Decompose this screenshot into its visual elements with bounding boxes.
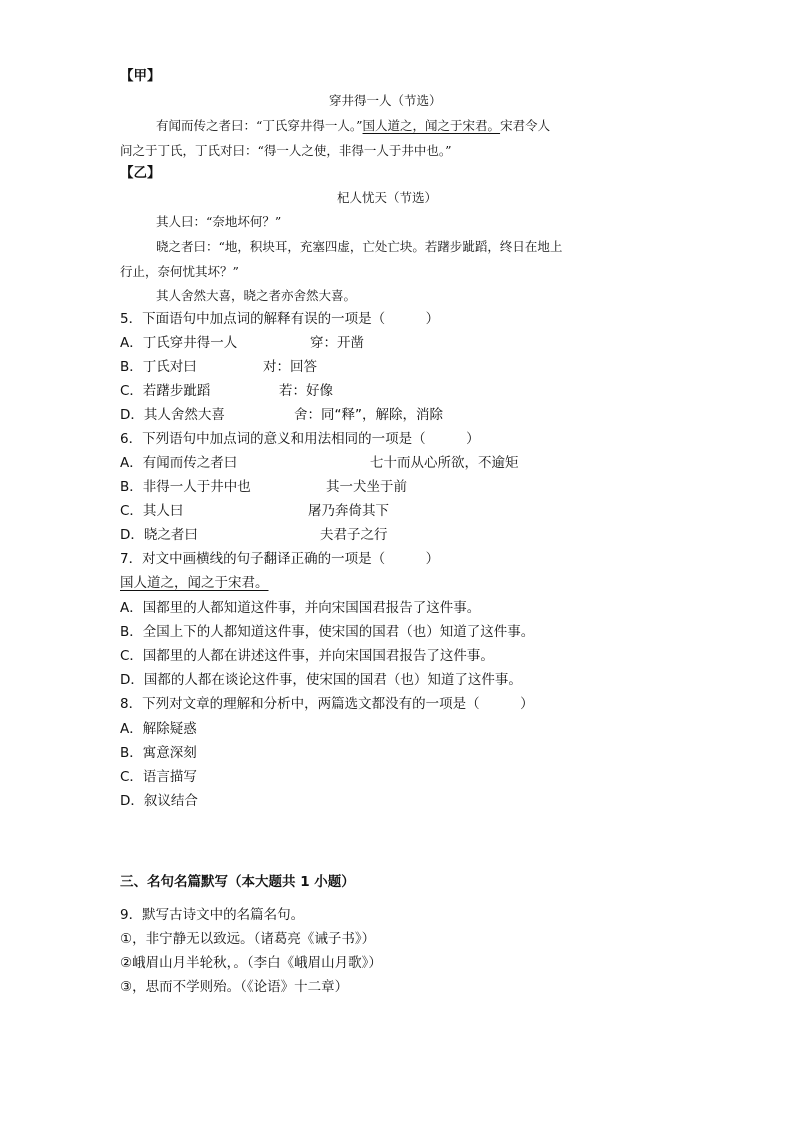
q5-option-d-right: 舍：同“释”，解除，消除 xyxy=(294,407,443,423)
q5-option-c-left: C．若躇步跐蹈 xyxy=(120,383,211,399)
q5-option-a-left: A．丁氏穿井得一人 xyxy=(120,335,238,351)
passage-yi-title: 杞人忧天（节选） xyxy=(337,190,438,205)
passage-yi-line-4: 其人舍然大喜，晓之者亦舍然大喜。 xyxy=(156,288,357,303)
q6-option-d xyxy=(120,525,388,545)
q6-option-b-left: B．非得一人于井中也 xyxy=(120,479,251,495)
passage-jia-line-1 xyxy=(156,116,550,136)
q9-item-3: ③，思而不学则殆。（《论语》十二章） xyxy=(120,979,349,995)
passage-jia-line-1c: 宋君令人 xyxy=(500,118,551,133)
q8-option-d: D．叙议结合 xyxy=(120,793,198,809)
passage-jia-line-1a: 有闻而传之者曰：“丁氏穿井得一人。” xyxy=(156,118,363,133)
passage-yi-line-1: 其人曰：“奈地坏何？” xyxy=(156,214,282,229)
q7-option-d: D．国都的人都在谈论这件事，使宋国的国君（也）知道了这件事。 xyxy=(120,672,522,688)
passage-yi-line-3: 行止，奈何忧其坏？” xyxy=(120,264,239,279)
q8-option-c: C．语言描写 xyxy=(120,769,197,785)
q6-option-a xyxy=(120,453,519,473)
q9-stem: 9．默写古诗文中的名篇名句。 xyxy=(120,907,305,923)
q8-option-b: B．寓意深刻 xyxy=(120,745,197,761)
q5-stem: 5．下面语句中加点词的解释有误的一项是（ ） xyxy=(120,311,440,327)
q5-option-d xyxy=(120,405,443,425)
q5-option-a xyxy=(120,333,364,353)
q8-stem: 8．下列对文章的理解和分析中，两篇选文都没有的一项是（ ） xyxy=(120,696,534,712)
q5-option-a-right: 穿：开凿 xyxy=(310,335,364,351)
q6-option-a-right: 七十而从心所欲，不逾矩 xyxy=(370,455,519,471)
q5-option-b xyxy=(120,357,317,377)
q6-option-c xyxy=(120,501,389,521)
q6-option-d-left: D．晓之者曰 xyxy=(120,527,198,543)
q6-option-c-left: C．其人曰 xyxy=(120,503,184,519)
passage-jia-title: 穿井得一人（节选） xyxy=(329,93,442,108)
q6-option-b-right: 其一犬坐于前 xyxy=(326,479,407,495)
q5-option-b-left: B．丁氏对曰 xyxy=(120,359,197,375)
q6-option-d-right: 夫君子之行 xyxy=(320,527,388,543)
q9-item-1: ①，非宁静无以致远。（诸葛亮《诫子书》） xyxy=(120,931,376,947)
passage-yi-marker: 【乙】 xyxy=(120,165,161,181)
q7-option-c: C．国都里的人都在讲述这件事，并向宋国国君报告了这件事。 xyxy=(120,648,494,664)
q5-option-c-right: 若：好像 xyxy=(279,383,333,399)
q7-stem: 7．对文中画横线的句子翻译正确的一项是（ ） xyxy=(120,551,440,567)
passage-jia-line-2: 问之于丁氏，丁氏对曰：“得一人之使，非得一人于井中也。” xyxy=(120,143,452,158)
q6-stem: 6．下列语句中加点词的意义和用法相同的一项是（ ） xyxy=(120,431,480,447)
q6-option-b xyxy=(120,477,407,497)
q6-option-a-left: A．有闻而传之者曰 xyxy=(120,455,238,471)
section-3-heading: 三、名句名篇默写（本大题共 1 小题） xyxy=(120,874,355,890)
q5-option-d-left: D．其人舍然大喜 xyxy=(120,407,225,423)
q7-option-a: A．国都里的人都知道这件事，并向宋国国君报告了这件事。 xyxy=(120,600,481,616)
q5-option-c xyxy=(120,381,333,401)
q7-underlined-sentence: 国人道之，闻之于宋君。 xyxy=(120,575,269,591)
q9-item-2: ②峨眉山月半轮秋，。（李白《峨眉山月歌》） xyxy=(120,955,382,971)
underlined-sentence: 国人道之，闻之于宋君。 xyxy=(362,118,501,133)
q8-option-a: A．解除疑惑 xyxy=(120,721,197,737)
q5-option-b-right: 对：回答 xyxy=(263,359,317,375)
q7-option-b: B．全国上下的人都知道这件事，使宋国的国君（也）知道了这件事。 xyxy=(120,624,535,640)
passage-yi-line-2: 晓之者曰：“地，积块耳，充塞四虚，亡处亡块。若躇步跐蹈，终日在地上 xyxy=(156,239,563,254)
passage-jia-marker: 【甲】 xyxy=(120,68,161,84)
q6-option-c-right: 屠乃奔倚其下 xyxy=(308,503,389,519)
